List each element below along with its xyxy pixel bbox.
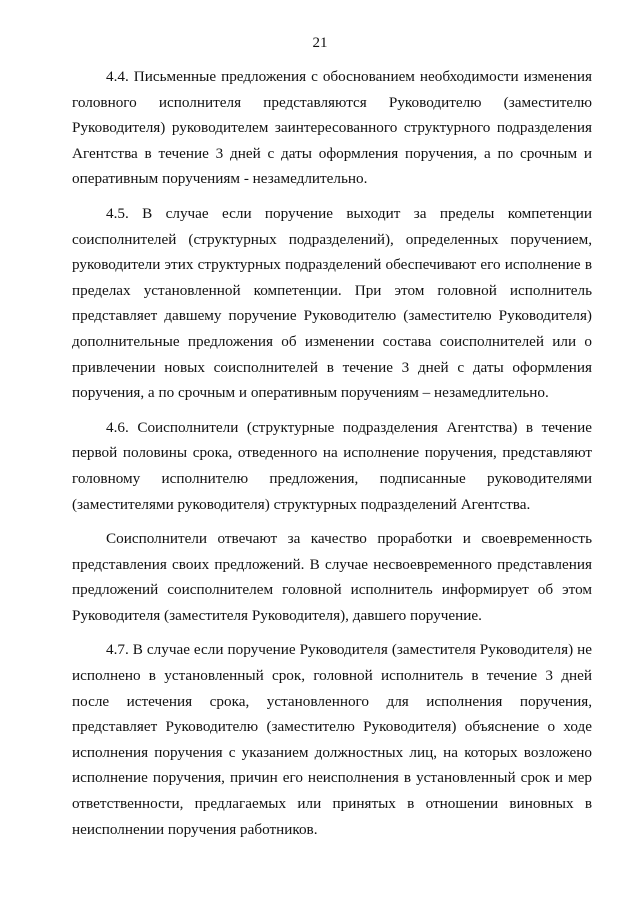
paragraph-4-7: 4.7. В случае если поручение Руководителя (заместителя Руководителя) не исполнено в установленный срок, головной исполнитель в течение 3 дней после истечения срока, установленного для исполнения поручения, представляет Руководителю (заместителю Руководителя) объяснение о ходе исполнения поручения с указанием должностных лиц, на которых возложено исполнение поручения, причин его неисполнения в установленный срок и мер ответственности, предлагаемых или принятых в отношении виновных в неисполнении поручения работников.	[72, 641, 592, 838]
paragraph-4-6: 4.6. Соисполнители (структурные подразделения Агентства) в течение первой половины срока, отведенного на исполнение поручения, представляют головному исполнителю предложения, подписанные руководителями (заместителями руководителя) структурных подразделений Агентства.	[72, 418, 592, 513]
document-body	[72, 64, 592, 851]
paragraph-4-5: 4.5. В случае если поручение выходит за пределы компетенции соисполнителей (структурных подразделений), определенных поручением, руководители этих структурных подразделений обеспечивают его исполнение в пределах установленной компетенции. При этом головной исполнитель представляет давшему поручение Руководителю (заместителю Руководителя) дополнительные предложения об изменении состава соисполнителей или о привлечении новых соисполнителей в течение 3 дней с даты оформления поручения, а по срочным и оперативным поручениям – незамедлительно.	[72, 204, 592, 402]
paragraph-4-6-continued: Соисполнители отвечают за качество проработки и своевременность представления своих предложений. В случае несвоевременного представления предложений соисполнителем головной исполнитель информирует об этом Руководителя (заместителя Руководителя), давшего поручение.	[72, 530, 592, 624]
paragraph-4-4: 4.4. Письменные предложения с обоснованием необходимости изменения головного исполнителя представляются Руководителю (заместителю Руководителя) руководителем заинтересованного структурного подразделения Агентства в течение 3 дней с даты оформления поручения, а по срочным и оперативным поручениям - незамедлительно.	[72, 68, 592, 188]
page-number: 21	[312, 35, 328, 51]
